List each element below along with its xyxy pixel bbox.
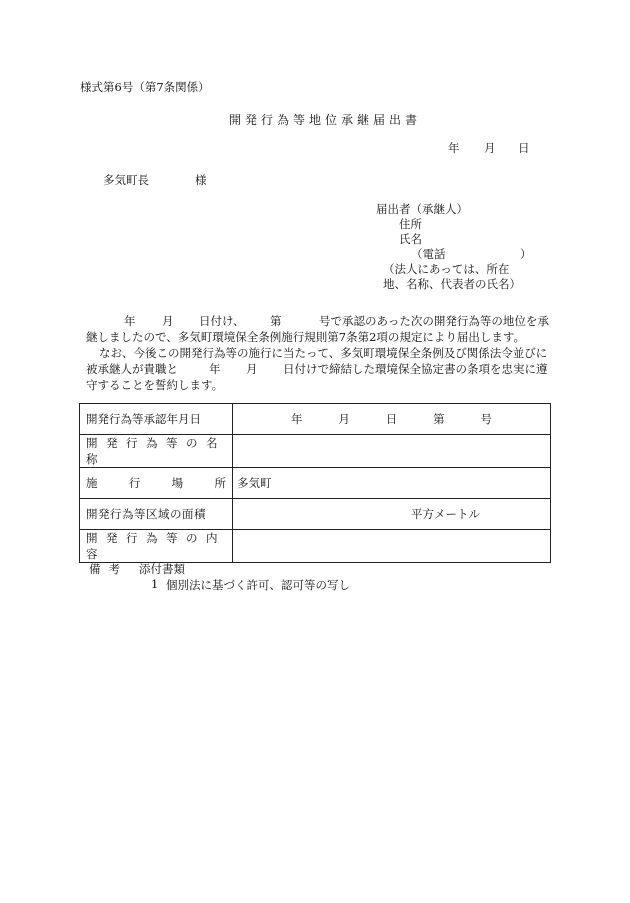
cell-number-prefix: 第 bbox=[433, 412, 445, 426]
body-year: 年 bbox=[124, 314, 136, 328]
date-month: 月 bbox=[484, 141, 496, 155]
date-year: 年 bbox=[448, 141, 460, 155]
content-cell bbox=[233, 530, 551, 563]
body-month: 月 bbox=[162, 314, 174, 328]
table-row bbox=[80, 530, 551, 563]
recipient-honorific: 様 bbox=[195, 173, 207, 187]
table-row bbox=[80, 499, 551, 530]
development-name-label: 開発行為等の名称 bbox=[80, 435, 233, 468]
cell-number-suffix: 号 bbox=[480, 412, 492, 426]
table-row bbox=[80, 435, 551, 468]
location-label-char: 行 bbox=[128, 476, 141, 490]
attachment-number: 1 bbox=[151, 577, 159, 591]
development-name-cell bbox=[233, 435, 551, 468]
approval-table bbox=[79, 403, 551, 563]
body-line3: なお、今後この開発行為等の施行に当たって、多気町環境保全条例及び関係法令並びに bbox=[99, 346, 548, 360]
location-label bbox=[80, 468, 233, 499]
location-cell: 多気町 bbox=[233, 468, 551, 499]
body-line1-rest: 号で承認のあった次の開発行為等の地位を承 bbox=[319, 314, 549, 328]
name-label: 氏名 bbox=[399, 232, 422, 246]
approval-date-cell bbox=[233, 404, 551, 435]
remarks-label: 備考 bbox=[89, 562, 128, 576]
body-line4-start: 被承継人が貴職と bbox=[86, 362, 178, 376]
document-title: 開発行為等地位承継届出書 bbox=[229, 113, 422, 127]
corporate-note-line2: 地、名称、代表者の氏名） bbox=[383, 277, 521, 291]
corporate-note-line1: （法人にあっては、所在 bbox=[383, 262, 510, 276]
attachment-item: 個別法に基づく許可、認可等の写し bbox=[166, 578, 350, 592]
body-day: 日付け、 bbox=[199, 314, 245, 328]
location-label-char: 所 bbox=[214, 476, 226, 490]
body-line4-year: 年 bbox=[209, 362, 221, 376]
cell-year: 年 bbox=[290, 412, 303, 426]
table-row bbox=[80, 468, 551, 499]
date-day: 日 bbox=[518, 141, 530, 155]
form-number: 様式第6号（第7条関係） bbox=[80, 80, 210, 94]
body-line4-month: 月 bbox=[246, 362, 258, 376]
cell-day: 日 bbox=[385, 412, 398, 426]
table-row bbox=[80, 404, 551, 435]
area-label: 開発行為等区域の面積 bbox=[80, 499, 233, 530]
recipient-name: 多気町長 bbox=[103, 173, 149, 187]
attachments-heading: 添付書類 bbox=[139, 562, 185, 576]
content-label: 開発行為等の内容 bbox=[80, 530, 233, 563]
body-number-prefix: 第 bbox=[270, 314, 282, 328]
address-label: 住所 bbox=[399, 217, 422, 231]
phone-label: （電話 bbox=[411, 247, 446, 261]
body-line5: 守することを誓約します。 bbox=[86, 378, 224, 392]
body-line4-rest: 日付けで締結した環境保全協定書の条項を忠実に遵 bbox=[283, 362, 548, 376]
body-line2: 継しましたので、多気町環境保全条例施行規則第7条第2項の規定により届出します。 bbox=[86, 330, 525, 344]
phone-close: ） bbox=[520, 247, 532, 261]
location-label-char: 場 bbox=[171, 476, 184, 490]
area-cell: 平方メートル bbox=[233, 499, 551, 530]
location-label-char: 施 bbox=[86, 476, 98, 490]
applicant-heading: 届出者（承継人） bbox=[376, 202, 468, 216]
cell-month: 月 bbox=[338, 412, 350, 426]
approval-date-label: 開発行為等承認年月日 bbox=[80, 404, 233, 435]
